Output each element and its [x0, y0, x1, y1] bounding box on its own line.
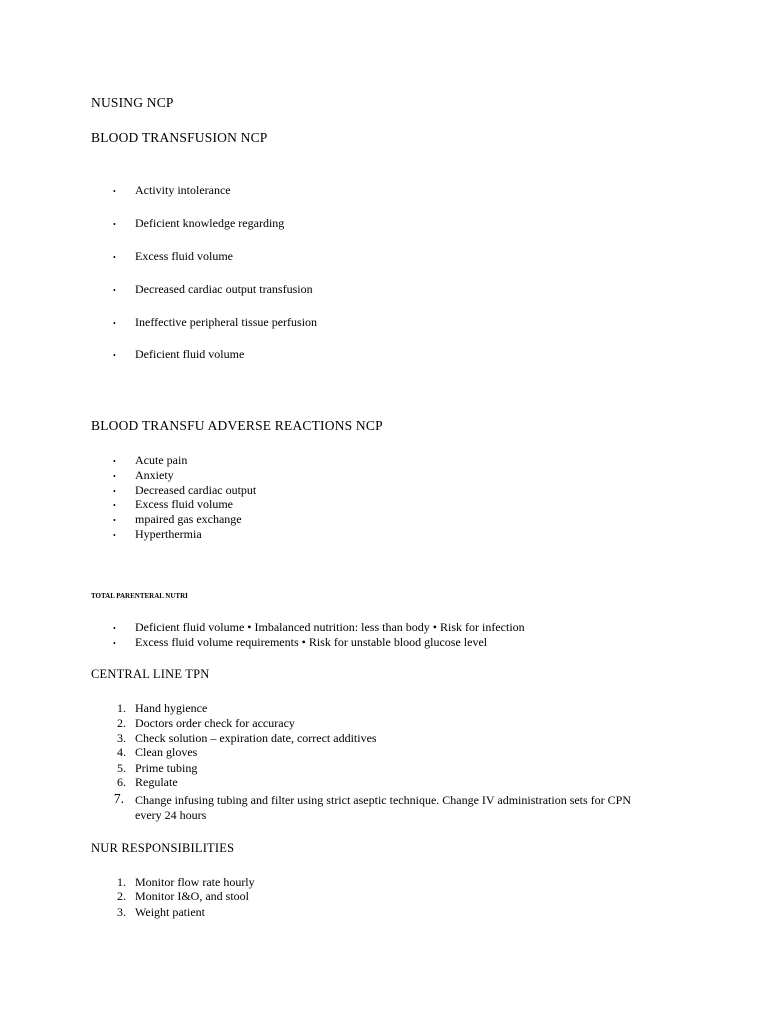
list-item: Weight patient — [135, 905, 206, 919]
list-item: Doctors order check for accuracy — [135, 716, 295, 730]
section-heading-nur-responsibilities: NUR RESPONSIBILITIES — [91, 841, 235, 855]
list-item: Check solution – expiration date, correct additives — [135, 731, 377, 745]
list-item: Deficient knowledge regarding — [135, 216, 285, 230]
list-item: Prime tubing — [135, 761, 198, 775]
list-item: Excess fluid volume requirements • Risk for unstable blood glucose level — [135, 635, 488, 649]
list-number: 1. — [117, 701, 126, 715]
section-heading-tpn: TOTAL PARENTERAL NUTRI — [91, 592, 188, 600]
bullet-icon: • — [113, 187, 116, 196]
list-item: Excess fluid volume — [135, 497, 233, 511]
list-item: Excess fluid volume — [135, 249, 233, 263]
list-item: Deficient fluid volume — [135, 347, 245, 361]
list-item: Ineffective peripheral tissue perfusion — [135, 315, 318, 329]
bullet-icon: • — [113, 286, 116, 295]
list-item: Acute pain — [135, 453, 188, 467]
list-item: Clean gloves — [135, 745, 198, 759]
bullet-icon: • — [113, 457, 116, 466]
list-item: Decreased cardiac output — [135, 483, 257, 497]
list-item: Change infusing tubing and filter using strict aseptic technique. Change IV administration sets for CPN — [135, 793, 632, 807]
list-number: 5. — [117, 761, 126, 775]
list-number: 6. — [117, 775, 126, 789]
list-number: 3. — [117, 731, 126, 745]
bullet-icon: • — [113, 624, 116, 633]
bullet-icon: • — [113, 501, 116, 510]
bullet-icon: • — [113, 351, 116, 360]
list-number: 2. — [117, 716, 126, 730]
list-item: Activity intolerance — [135, 183, 231, 197]
list-item: Hyperthermia — [135, 527, 202, 541]
list-item: Monitor I&O, and stool — [135, 889, 249, 903]
bullet-icon: • — [113, 639, 116, 648]
bullet-icon: • — [113, 487, 116, 496]
bullet-icon: • — [113, 472, 116, 481]
list-number: 4. — [117, 745, 126, 759]
list-number: 1. — [117, 875, 126, 889]
section-heading-blood-transfusion: BLOOD TRANSFUSION NCP — [91, 130, 268, 145]
list-item: Hand hygience — [135, 701, 208, 715]
bullet-icon: • — [113, 253, 116, 262]
section-heading-adverse-reactions: BLOOD TRANSFU ADVERSE REACTIONS NCP — [91, 418, 383, 433]
bullet-icon: • — [113, 220, 116, 229]
list-item: Deficient fluid volume • Imbalanced nutrition: less than body • Risk for infection — [135, 620, 525, 634]
list-number: 3. — [117, 905, 126, 919]
list-item: Regulate — [135, 775, 178, 789]
list-item: Monitor flow rate hourly — [135, 875, 255, 889]
list-number: 7. — [113, 791, 124, 806]
bullet-icon: • — [113, 531, 116, 540]
list-item: mpaired gas exchange — [135, 512, 242, 526]
list-item: Decreased cardiac output transfusion — [135, 282, 313, 296]
bullet-icon: • — [113, 516, 116, 525]
list-item-continuation: every 24 hours — [135, 808, 207, 822]
list-item: Anxiety — [135, 468, 174, 482]
document-title: NUSING NCP — [91, 95, 174, 110]
list-number: 2. — [117, 889, 126, 903]
bullet-icon: • — [113, 319, 116, 328]
section-heading-central-line: CENTRAL LINE TPN — [91, 667, 210, 681]
